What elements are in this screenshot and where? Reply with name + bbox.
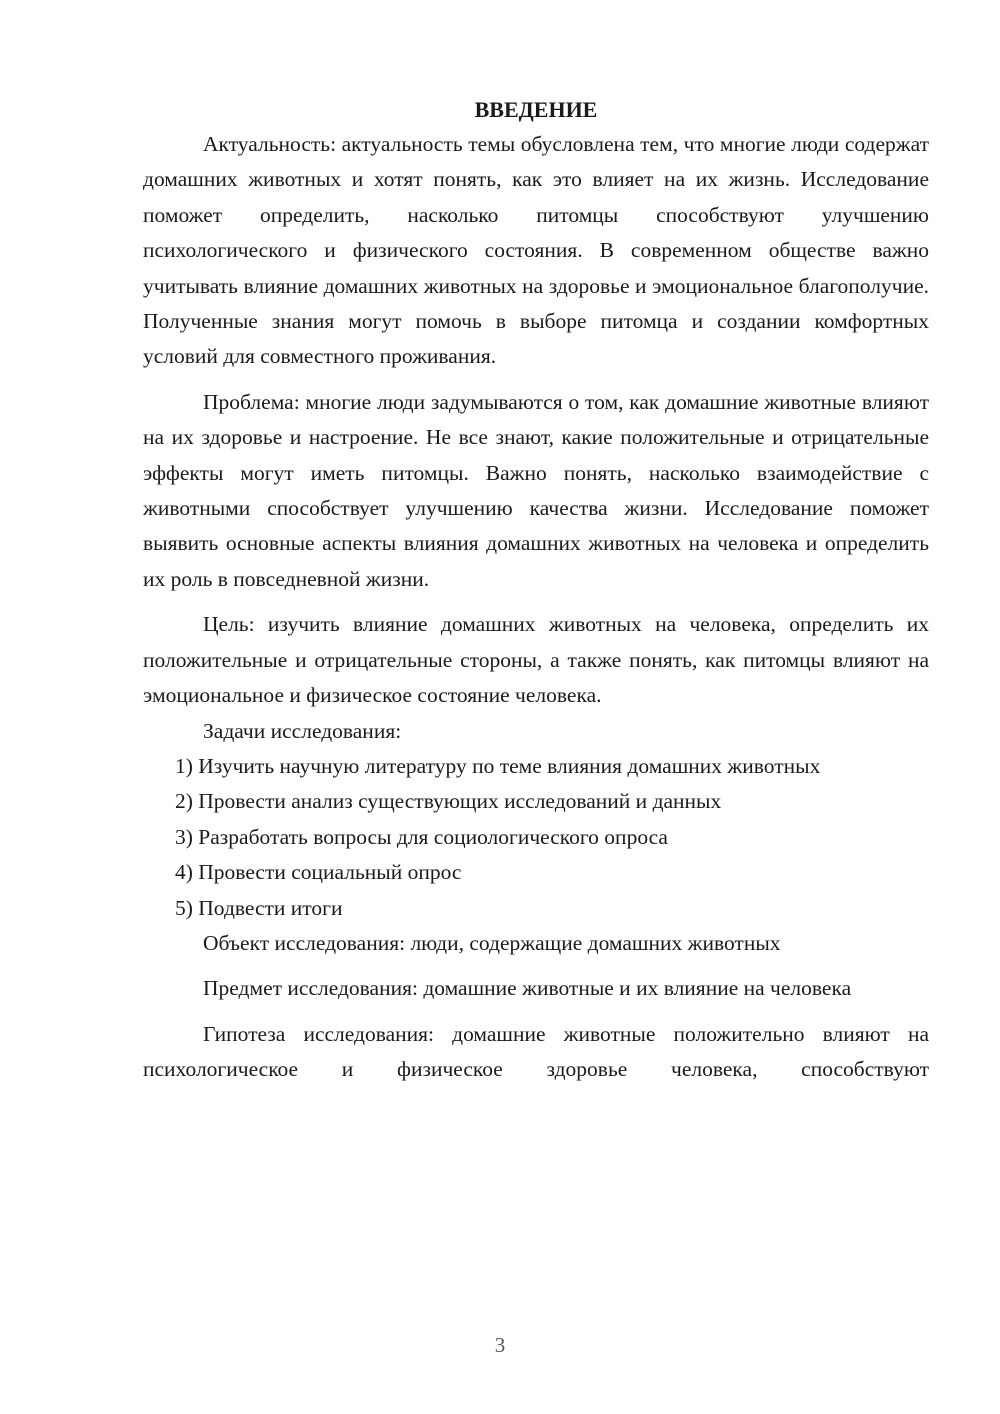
object-paragraph: Объект исследования: люди, содержащие домашних животных <box>203 930 781 955</box>
task-item-1: 1) Изучить научную литературу по теме влияния домашних животных <box>175 753 821 778</box>
task-item-2: 2) Провести анализ существующих исследований и данных <box>175 789 722 814</box>
subject-paragraph: Предмет исследования: домашние животные и их влияние на человека <box>203 976 852 1001</box>
hypothesis-paragraph: Гипотеза исследования: домашние животные положительно влияют на психологическое и физическое здоровье человека, способствуют <box>143 1021 929 1082</box>
task-item-4: 4) Провести социальный опрос <box>175 860 462 885</box>
task-item-3: 3) Разработать вопросы для социологического опроса <box>175 824 668 849</box>
tasks-heading: Задачи исследования: <box>203 718 402 743</box>
document-page <box>143 93 929 1088</box>
goal-paragraph: Цель: изучить влияние домашних животных на человека, определить их положительные и отрицательные стороны, а также понять, как питомцы влияют на эмоциональное и физическое состояние человека. <box>143 612 929 708</box>
problem-paragraph: Проблема: многие люди задумываются о том, как домашние животные влияют на их здоровье и настроение. Не все знают, какие положительные и отрицательные эффекты могут иметь питомцы. Важно понять, насколько взаимодействие с животными способствует улучшению качества жизни. Исследование поможет выявить основные аспекты влияния домашних животных на человека и определить их роль в повседневной жизни. <box>143 389 929 591</box>
relevance-paragraph: Актуальность: актуальность темы обусловлена тем, что многие люди содержат домашних животных и хотят понять, как это влияет на их жизнь. Исследование поможет определить, насколько питомцы способствуют улучшению психологического и физического состояния. В современном обществе важно учитывать влияние домашних животных на здоровье и эмоциональное благополучие. Полученные знания могут помочь в выборе питомца и создании комфортных условий для совместного проживания. <box>143 132 929 369</box>
task-item-5: 5) Подвести итоги <box>175 895 343 920</box>
page-number: 3 <box>494 1333 506 1357</box>
tasks-list <box>143 749 929 926</box>
page-title: ВВЕДЕНИЕ <box>474 97 598 122</box>
